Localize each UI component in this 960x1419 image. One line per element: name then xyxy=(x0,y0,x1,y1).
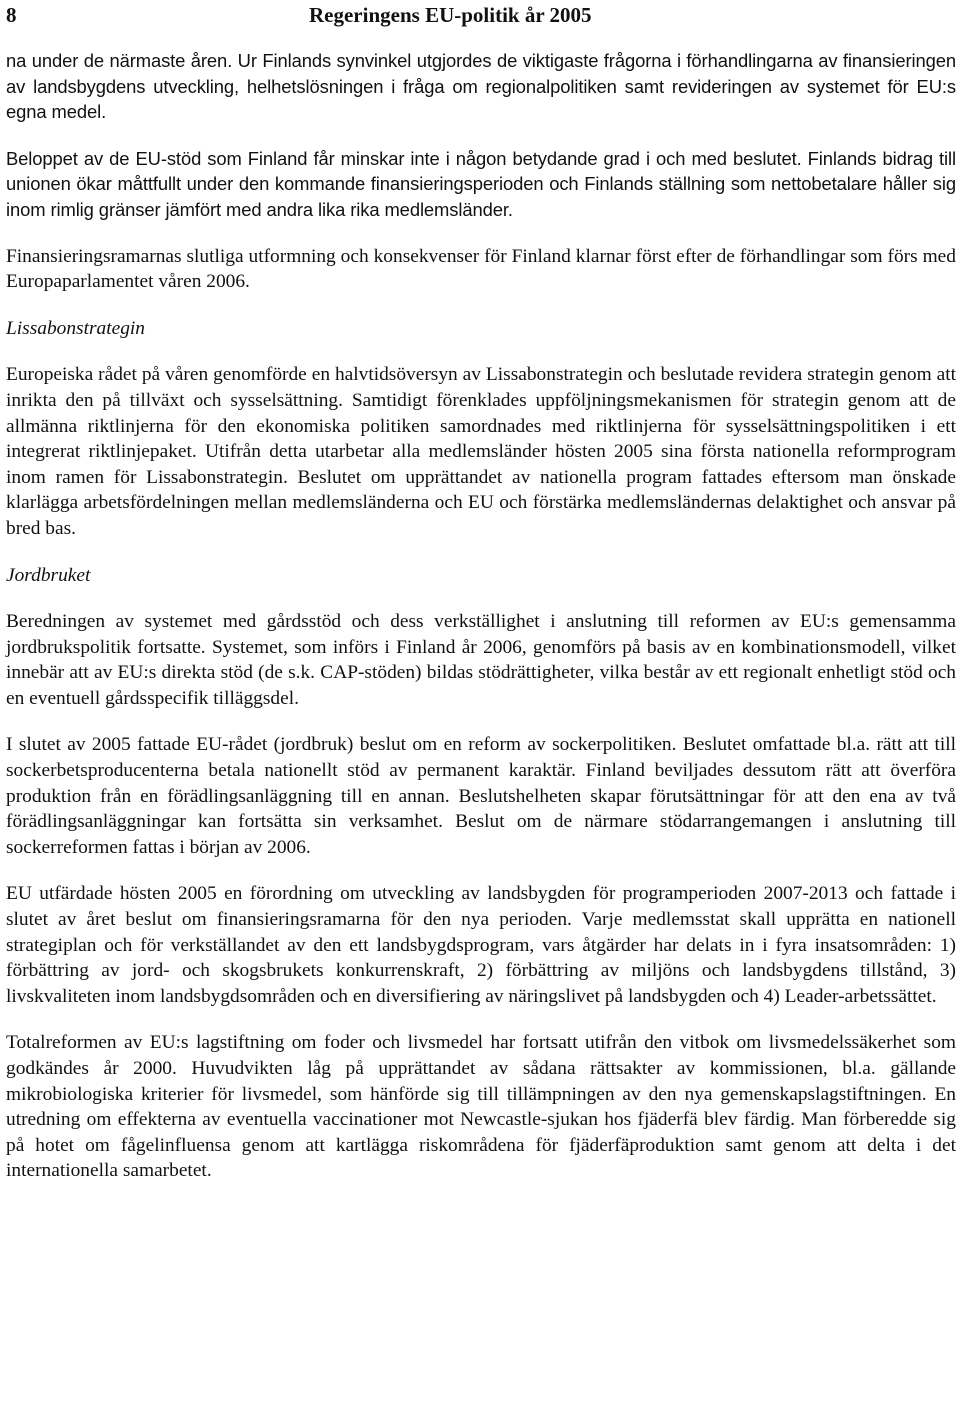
running-title: Regeringens EU-politik år 2005 xyxy=(309,3,592,27)
paragraph-landsbygd: EU utfärdade hösten 2005 en förordning om utveckling av landsbygden för programperioden 2007-2013 och fattade i slutet av året beslut om finansieringsramarna för den nya perioden. Varje medlemsstat skall upprätta en nationell strategiplan och för verkställandet av den ett landsbygdsprogram, vars åtgärder har delats in i fyra insatsområden: 1) förbättring av jord- och skogsbrukets konkurrenskraft, 2) förbättring av miljöns och landsbygdens tillstånd, 3) livskvaliteten inom landsbygdsområden och en diversifiering av näringslivet på landsbygden och 4) Leader-arbetssättet. xyxy=(6,883,956,1007)
page-header xyxy=(6,0,956,40)
paragraph-livsmedel: Totalreformen av EU:s lagstiftning om foder och livsmedel har fortsatt utifrån den vitbok om livsmedelssäkerhet som godkändes år 2000. Huvudvikten låg på upprättandet av sådana rättsakter av kommissionen, bl.a. gällande mikrobiologiska kriterier för livsmedel, som hänförde sig till tillämpningen av den nya gemenskapslagstiftningen. En utredning om effekterna av eventuella vaccinationer mot Newcastle-sjukan hos fjäderfä blev färdig. Man förberedde sig på hotet om fågelinfluensa genom att kartlägga riskområdena för fjäderfäproduktion samt genom att delta i det internationella samarbetet. xyxy=(6,1032,956,1182)
paragraph-eu-budget-negotiations: na under de närmaste åren. Ur Finlands synvinkel utgjordes de viktigaste frågorna i förhandlingarna av finansieringen av landsbygdens utveckling, helhetslösningen i fråga om regionalpolitiken samt revideringen av systemet för EU:s egna medel. xyxy=(6,50,956,123)
document-page xyxy=(6,0,956,1205)
page-number: 8 xyxy=(6,3,17,27)
paragraph-financing-frameworks: Finansieringsramarnas slutliga utformning och konsekvenser för Finland klarnar först efter de förhandlingar som förs med Europaparlamentet våren 2006. xyxy=(6,245,956,293)
paragraph-lissabon: Europeiska rådet på våren genomförde en halvtidsöversyn av Lissabonstrategin och beslutade revidera strategin genom att inrikta den på tillväxt och sysselsättning. Samtidigt förenklades uppföljningsmekanismen för strategin genom att de allmänna riktlinjerna för den ekonomiska politiken samordnades med riktlinjerna för sysselsättningspolitiken i ett integrerat riktlinjepaket. Utifrån detta utarbetar alla medlemsländer hösten 2005 sina första nationella reformprogram inom ramen för Lissabonstrategin. Beslutet om upprättandet av nationella program fattades eftersom man önskade klarlägga arbetsfördelningen mellan medlemsländerna och EU och förstärka medlemsländernas delaktighet och ansvar på bred bas. xyxy=(6,364,956,539)
paragraph-gardsstod: Beredningen av systemet med gårdsstöd och dess verkställighet i anslutning till reformen av EU:s gemensamma jordbrukspolitik fortsatte. Systemet, som införs i Finland år 2006, genomförs på basis av en kombinationsmodell, vilket innebär att av EU:s direkta stöd (de s.k. CAP-stöden) bildas stödrättigheter, vilka består av ett regionalt enhetligt stöd och en eventuell gårdsspecifik tilläggsdel. xyxy=(6,611,956,709)
heading-jordbruket: Jordbruket xyxy=(6,564,91,586)
paragraph-sockerreform: I slutet av 2005 fattade EU-rådet (jordbruk) beslut om en reform av sockerpolitiken. Beslutet omfattade bl.a. rätt att till sockerbetsproducenterna betala nationellt stöd av permanent karaktär. Finland beviljades dessutom rätt att överföra produktion från en förädlingsanläggning till en annan. Beslutshelheten skapar förutsättningar för att den ena av två förädlingsanläggningar kan fortsätta sin verksamhet. Beslut om de närmare stödarrangemangen i anslutning till sockerreformen fattas i början av 2006. xyxy=(6,734,956,858)
heading-lissabonstrategin: Lissabonstrategin xyxy=(6,317,145,339)
paragraph-eu-support-amount: Beloppet av de EU-stöd som Finland får minskar inte i någon betydande grad i och med beslutet. Finlands bidrag till unionen ökar måttfullt under den kommande finansieringsperioden och Finlands ställning som nettobetalare håller sig inom rimlig gränser jämfört med andra lika rika medlemsländer. xyxy=(6,147,956,220)
page-body xyxy=(6,48,956,1184)
